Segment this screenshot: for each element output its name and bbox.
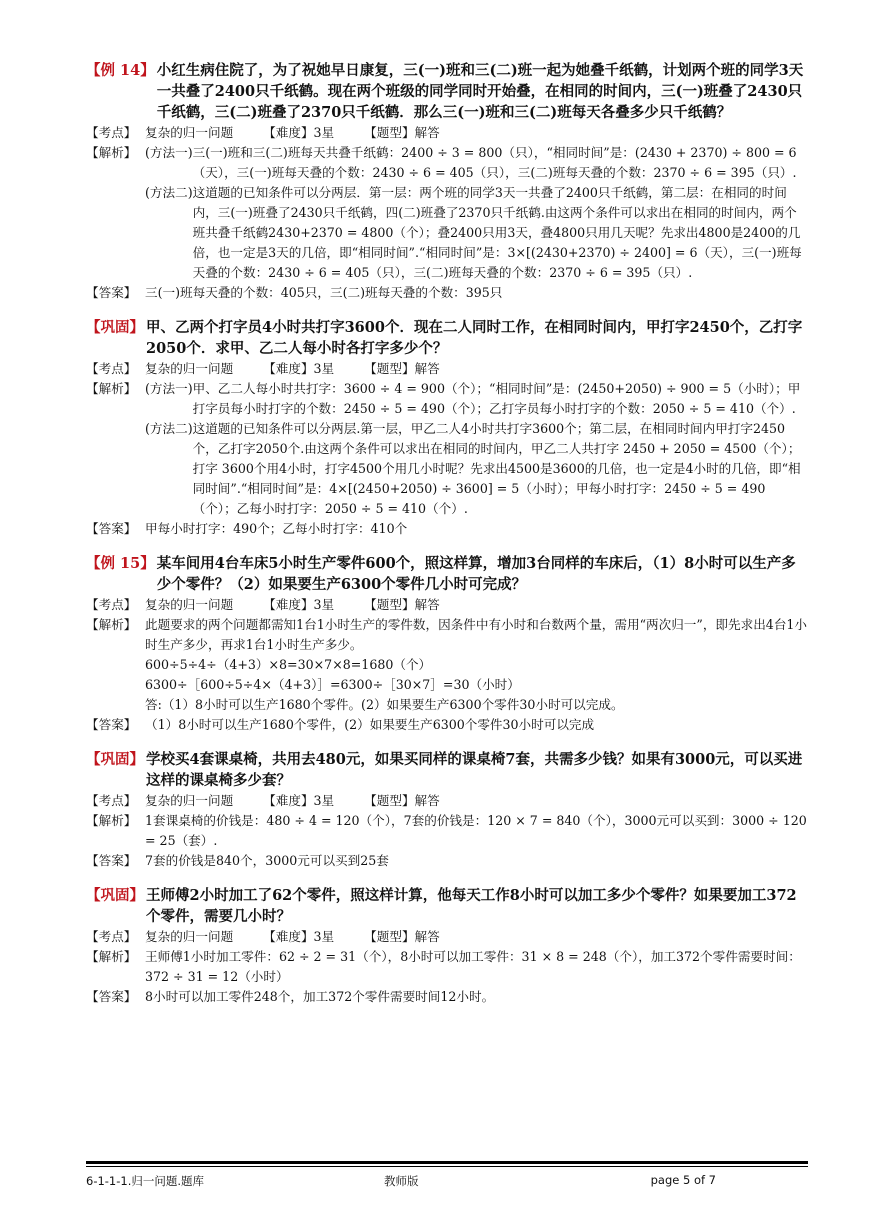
analysis-row [86,379,808,519]
analysis-row [86,811,808,851]
nandu-label: 【难度】 [263,361,314,376]
tixing-value: 解答 [414,929,440,944]
page-content [86,60,808,1021]
daan-label: 【答案】 [86,717,137,732]
problem-tag: 【巩固】 [86,887,144,904]
footer-edition: 教师版 [384,1174,419,1188]
nandu-value: 3星 [313,597,335,612]
meta-row [86,595,808,615]
tixing-label: 【题型】 [364,597,415,612]
analysis-line: 答:（1）8小时可以生产1680个零件。(2）如果要生产6300个零件30小时可以完成。 [145,697,624,712]
kaodian-label: 【考点】 [86,793,137,808]
footer-page-number: page 5 of 7 [650,1173,716,1187]
meta-row [86,791,808,811]
question [86,749,808,791]
tixing-label: 【题型】 [364,125,415,140]
analysis-line: 1套课桌椅的价钱是：480 ÷ 4 = 120（个），7套的价钱是：120 × 7 = 840（个），3000元可以买到：3000 ÷ 120 = 25（套）. [145,813,807,848]
jiexi-label: 【解析】 [86,813,137,828]
question-text: 小红生病住院了，为了祝她早日康复，三(一)班和三(二)班一起为她叠千纸鹤，计划两个班的同学3天一共叠了2400只千纸鹤。现在两个班级的同学同时开始叠，在相同的时间内，三(一)班叠了2430只千纸鹤，三(二)班叠了2370只千纸鹤．那么三(一)班和三(二)班每天各叠多少只千纸鹤？ [156,62,804,121]
kaodian-value: 复杂的归一问题 [145,597,234,612]
problem-consolidation-typists [86,317,808,539]
method-label: (方法二) [145,185,193,200]
tixing-value: 解答 [414,597,440,612]
tixing-label: 【题型】 [364,361,415,376]
answer-row [86,987,808,1007]
method-text: 三(一)班和三(二)班每天共叠千纸鹤：2400 ÷ 3 = 800（只），“相同时间”是：(2430 + 2370) ÷ 800 = 6（天），三(一)班每天叠的个数：2430 ÷ 6 = 405（只），三(二)班每天叠的个数：2370 ÷ 6 = 395（只）. [192,145,797,180]
page-footer [86,1161,808,1193]
kaodian-value: 复杂的归一问题 [145,125,234,140]
footer-rule-thick [86,1161,808,1164]
meta-row [86,359,808,379]
method-label: (方法一) [145,381,193,396]
kaodian-label: 【考点】 [86,929,137,944]
answer-text: 7套的价钱是840个，3000元可以买到25套 [145,853,389,868]
nandu-value: 3星 [313,929,335,944]
nandu-label: 【难度】 [263,597,314,612]
jiexi-label: 【解析】 [86,949,137,964]
analysis-line: 600÷5÷4÷（4+3）×8=30×7×8=1680（个） [145,657,432,672]
answer-text: 甲每小时打字：490个；乙每小时打字：410个 [145,521,408,536]
method-2 [145,419,808,519]
problem-tag: 【巩固】 [86,319,144,336]
analysis-row [86,947,808,987]
tixing-value: 解答 [414,361,440,376]
kaodian-value: 复杂的归一问题 [145,929,234,944]
method-1 [145,379,808,419]
analysis-line: 此题要求的两个问题都需知1台1小时生产的零件数，因条件中有小时和台数两个量，需用“两次归一”，即先求出4台1小时生产多少，再求1台1小时生产多少。 [145,617,808,652]
problem-tag: 【例 14】 [86,62,155,79]
question [86,317,808,359]
problem-example-14 [86,60,808,303]
question [86,60,808,123]
jiexi-label: 【解析】 [86,617,137,632]
answer-text: 8小时可以加工零件248个，加工372个零件需要时间12小时。 [145,989,495,1004]
question [86,553,808,595]
question-text: 某车间用4台车床5小时生产零件600个，照这样算，增加3台同样的车床后，（1）8小时可以生产多少个零件？（2）如果要生产6300个零件几小时可完成？ [156,555,796,593]
answer-text: 三(一)班每天叠的个数：405只，三(二)班每天叠的个数：395只 [145,285,503,300]
nandu-value: 3星 [313,361,335,376]
problem-example-15 [86,553,808,735]
tixing-label: 【题型】 [364,793,415,808]
answer-row [86,851,808,871]
nandu-label: 【难度】 [263,793,314,808]
method-text: 这道题的已知条件可以分两层.第一层，甲乙二人4小时共打字3600个；第二层，在相同时间内甲打字2450个，乙打字2050个.由这两个条件可以求出在相同的时间内，甲乙二人共打字 2450 + 2050 = 4500（个）；打字 3600个用4小时，打字4500个用几小时呢？先求出4500是3600的几倍，也一定是4小时的几倍，即“相同时间”.“相同时间”是：4×[(2450+2050) ÷ 3600] = 5（小时）；甲每小时打字：2450 ÷ 5 = 490（个）；乙每小时打字：2050 ÷ 5 = 410（个）. [192,421,801,516]
method-text: 这道题的已知条件可以分两层．第一层：两个班的同学3天一共叠了2400只千纸鹤，第二层：在相同的时间内，三(一)班叠了2430只千纸鹤，四(二)班叠了2370只千纸鹤.由这两个条件可以求出在相同的时间内，两个班共叠千纸鹤2430+2370 = 4800（个）；叠2400只用3天，叠4800只用几天呢？先求出4800是2400的几倍，也一定是3天的几倍，即“相同时间”.“相同时间”是：3×[(2430+2370) ÷ 2400] = 6（天），三(一)班每天叠的个数：2430 ÷ 6 = 405（只），三(二)班每天叠的个数：2370 ÷ 6 = 395（只）. [192,185,802,280]
kaodian-label: 【考点】 [86,361,137,376]
kaodian-label: 【考点】 [86,597,137,612]
analysis-line: 6300÷［600÷5÷4×（4+3）］=6300÷［30×7］=30（小时） [145,677,520,692]
kaodian-label: 【考点】 [86,125,137,140]
analysis-row [86,615,808,715]
kaodian-value: 复杂的归一问题 [145,793,234,808]
daan-label: 【答案】 [86,989,137,1004]
answer-row [86,715,808,735]
analysis-row [86,143,808,283]
answer-text: （1）8小时可以生产1680个零件，(2）如果要生产6300个零件30小时可以完成 [145,717,595,732]
meta-row [86,927,808,947]
answer-row [86,519,808,539]
daan-label: 【答案】 [86,853,137,868]
method-text: 甲、乙二人每小时共打字：3600 ÷ 4 = 900（个）；“相同时间”是：(2450+2050) ÷ 900 = 5（小时）；甲打字员每小时打字的个数：2450 ÷ 5 = 490（个）；乙打字员每小时打字的个数：2050 ÷ 5 = 410（个）. [192,381,801,416]
answer-row [86,283,808,303]
jiexi-label: 【解析】 [86,145,137,160]
method-2 [145,183,808,283]
footer-doc-id: 6-1-1-1.归一问题.题库 [86,1174,205,1188]
footer-rule-thin [86,1166,808,1167]
nandu-value: 3星 [313,125,335,140]
question [86,885,808,927]
meta-row [86,123,808,143]
problem-tag: 【例 15】 [86,555,155,572]
analysis-line: 王师傅1小时加工零件：62 ÷ 2 = 31（个），8小时可以加工零件：31 × 8 = 248（个），加工372个零件需要时间：372 ÷ 31 = 12（小时） [145,949,801,984]
method-label: (方法二) [145,421,193,436]
tixing-value: 解答 [414,793,440,808]
daan-label: 【答案】 [86,521,137,536]
nandu-label: 【难度】 [263,125,314,140]
jiexi-label: 【解析】 [86,381,137,396]
problem-consolidation-desks [86,749,808,871]
method-label: (方法一) [145,145,193,160]
question-text: 甲、乙两个打字员4小时共打字3600个．现在二人同时工作，在相同时间内，甲打字2450个，乙打字2050个．求甲、乙二人每小时各打字多少个？ [146,319,803,357]
question-text: 学校买4套课桌椅，共用去480元，如果买同样的课桌椅7套，共需多少钱？如果有3000元，可以买进这样的课桌椅多少套？ [146,751,803,789]
problem-consolidation-parts [86,885,808,1007]
question-text: 王师傅2小时加工了62个零件，照这样计算，他每天工作8小时可以加工多少个零件？如果要加工372个零件，需要几小时？ [146,887,797,925]
daan-label: 【答案】 [86,285,137,300]
tixing-value: 解答 [414,125,440,140]
nandu-label: 【难度】 [263,929,314,944]
method-1 [145,143,808,183]
problem-tag: 【巩固】 [86,751,144,768]
kaodian-value: 复杂的归一问题 [145,361,234,376]
tixing-label: 【题型】 [364,929,415,944]
nandu-value: 3星 [313,793,335,808]
